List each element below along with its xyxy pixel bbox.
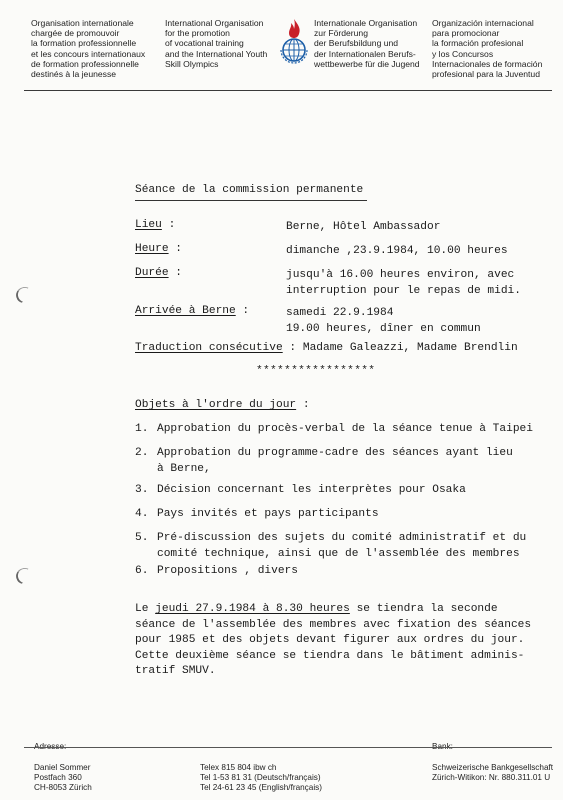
- footer-line: Tel 1-53 81 31 (Deutsch/français): [200, 773, 321, 782]
- detail-label-duree: [135, 267, 182, 279]
- agenda-item-number: 4.: [135, 508, 149, 520]
- closing-line: pour 1985 et des objets devant figurer aux ordres du jour.: [135, 634, 525, 646]
- detail-label-text: Durée: [135, 267, 169, 279]
- footer-line: CH-8053 Zürich: [34, 783, 92, 792]
- footer-line: Postfach 360: [34, 773, 82, 782]
- letterhead-line: destinés à la jeunesse: [31, 69, 117, 80]
- detail-label-sep: :: [161, 219, 176, 231]
- agenda-heading-text: Objets à l'ordre du jour: [135, 399, 297, 411]
- agenda-item: [135, 482, 466, 498]
- closing-paragraph: [135, 602, 531, 680]
- agenda-item-text: Pays invités et pays participants: [157, 508, 379, 520]
- letterhead-line: Internationale Organisation: [314, 18, 418, 28]
- flame-shape: [289, 19, 300, 38]
- agenda-item-number: 1.: [135, 423, 149, 435]
- closing-lead: Le: [135, 603, 156, 615]
- letterhead-german: [314, 18, 434, 69]
- footer-line: Tel 24-61 23 45 (English/français): [200, 783, 322, 792]
- detail-label-sep: :: [235, 305, 250, 317]
- closing-date: jeudi 27.9.1984 à 8.30 heures: [155, 603, 350, 615]
- letterhead-french: [31, 18, 161, 79]
- agenda-item-number: 2.: [135, 447, 149, 459]
- agenda-item-text: Propositions , divers: [157, 565, 298, 577]
- letterhead-line: chargée de promouvoir: [31, 28, 120, 39]
- separator-stars: *****************: [256, 365, 376, 377]
- letterhead-line: International Organisation: [165, 18, 264, 28]
- closing-tail: se tiendra la seconde: [349, 603, 498, 615]
- agenda-item-text: Décision concernant les interprètes pour Osaka: [157, 484, 466, 496]
- letterhead-line: Organisation internationale: [31, 18, 134, 28]
- closing-line: [135, 602, 531, 618]
- letterhead-line: Internacionales de formación: [432, 58, 543, 69]
- letterhead-line: Organización internacional: [432, 18, 534, 28]
- footer-line: Telex 815 804 ibw ch: [200, 763, 277, 772]
- letterhead-line: et les concours internationaux: [31, 48, 146, 59]
- detail-value-line: 19.00 heures, dîner en commun: [286, 323, 481, 335]
- letterhead-line: profesional para la Juventud: [432, 69, 540, 80]
- detail-value-heure: [286, 243, 508, 259]
- translation-label: Traduction consécutive: [135, 342, 283, 354]
- detail-value-line: jusqu'à 16.00 heures environ, avec: [286, 269, 515, 281]
- agenda-item-text: Pré-discussion des sujets du comité administratif et du: [157, 532, 527, 544]
- detail-label-text: Heure: [135, 243, 169, 255]
- detail-value-line: samedi 22.9.1984: [286, 307, 394, 319]
- footer-telecom: [200, 763, 322, 793]
- agenda-item-text: comité technique, ainsi que de l'assemblée des membres: [157, 548, 520, 560]
- title-underline: [135, 200, 367, 201]
- detail-value-line: Berne, Hôtel Ambassador: [286, 221, 441, 233]
- footer-line: Schweizerische Bankgesellschaft: [432, 763, 554, 772]
- closing-line: tratif SMUV.: [135, 665, 216, 677]
- detail-value-line: dimanche ,23.9.1984, 10.00 heures: [286, 245, 508, 257]
- footer-divider: [24, 747, 552, 748]
- agenda-item-number: 5.: [135, 532, 149, 544]
- footer-bank-label: Bank:: [432, 742, 453, 751]
- agenda-item: [135, 530, 526, 562]
- detail-label-text: Lieu: [135, 219, 162, 231]
- letterhead-line: la formation professionnelle: [31, 38, 137, 49]
- detail-label-sep: :: [168, 267, 183, 279]
- detail-value-line: interruption pour le repas de midi.: [286, 285, 521, 297]
- agenda-item: [135, 563, 298, 579]
- agenda-item: [135, 506, 379, 522]
- detail-label-text: Arrivée à Berne: [135, 305, 236, 317]
- punch-hole: [14, 566, 35, 587]
- letterhead-line: Skill Olympics: [165, 58, 219, 69]
- letterhead-spanish: [432, 18, 558, 79]
- document-title: Séance de la commission permanente: [135, 184, 364, 196]
- detail-label-arrivee: [135, 305, 249, 317]
- translation-line: [135, 342, 518, 354]
- letterhead-english: [165, 18, 275, 69]
- closing-line: séance de l'assemblée des membres avec fixation des séances: [135, 618, 532, 631]
- agenda-item-number: 6.: [135, 565, 149, 577]
- letterhead-line: der Berufsbildung und: [314, 38, 399, 49]
- letterhead-line: and the International Youth: [165, 48, 268, 59]
- agenda-item: [135, 421, 533, 437]
- letterhead-line: la formación profesional: [432, 38, 524, 49]
- letterhead-divider: [24, 90, 552, 91]
- agenda-heading-sep: :: [296, 399, 310, 411]
- letterhead-line: para promocionar: [432, 28, 500, 39]
- footer-address-label: Adresse:: [34, 742, 67, 751]
- letterhead-line: of vocational training: [165, 38, 244, 49]
- letterhead-line: wettbewerbe für die Jugend: [314, 58, 420, 69]
- agenda-item-text: Approbation du programme-cadre des séances ayant lieu: [157, 447, 513, 459]
- detail-label-heure: [135, 243, 182, 255]
- agenda-item-text: à Berne,: [157, 463, 211, 475]
- punch-hole: [14, 285, 35, 306]
- translation-sep: :: [282, 342, 297, 354]
- detail-label-sep: :: [168, 243, 183, 255]
- letterhead-line: der Internationalen Berufs-: [314, 48, 416, 59]
- footer-line: Zürich-Witikon: Nr. 880.311.01 U: [432, 773, 551, 782]
- detail-value-duree: [286, 267, 521, 299]
- letterhead-line: y los Concursos: [432, 48, 494, 59]
- agenda-item-number: 3.: [135, 484, 149, 496]
- letterhead-line: zur Förderung: [314, 28, 368, 39]
- detail-label-lieu: [135, 219, 175, 231]
- footer-address: [34, 763, 92, 793]
- agenda-heading: [135, 399, 310, 411]
- letterhead-line: de formation professionnelle: [31, 58, 139, 69]
- agenda-item: [135, 445, 513, 477]
- footer-line: Daniel Sommer: [34, 763, 91, 772]
- footer-bank: [432, 763, 553, 783]
- detail-value-lieu: [286, 219, 440, 235]
- letterhead-line: for the promotion: [165, 28, 230, 39]
- globe-flame-emblem-icon: [276, 17, 312, 67]
- closing-line: Cette deuxième séance se tiendra dans le bâtiment adminis-: [135, 649, 525, 662]
- translation-value: Madame Galeazzi, Madame Brendlin: [296, 342, 518, 354]
- detail-value-arrivee: [286, 305, 481, 337]
- agenda-item-text: Approbation du procès-verbal de la séance tenue à Taipei: [157, 423, 533, 435]
